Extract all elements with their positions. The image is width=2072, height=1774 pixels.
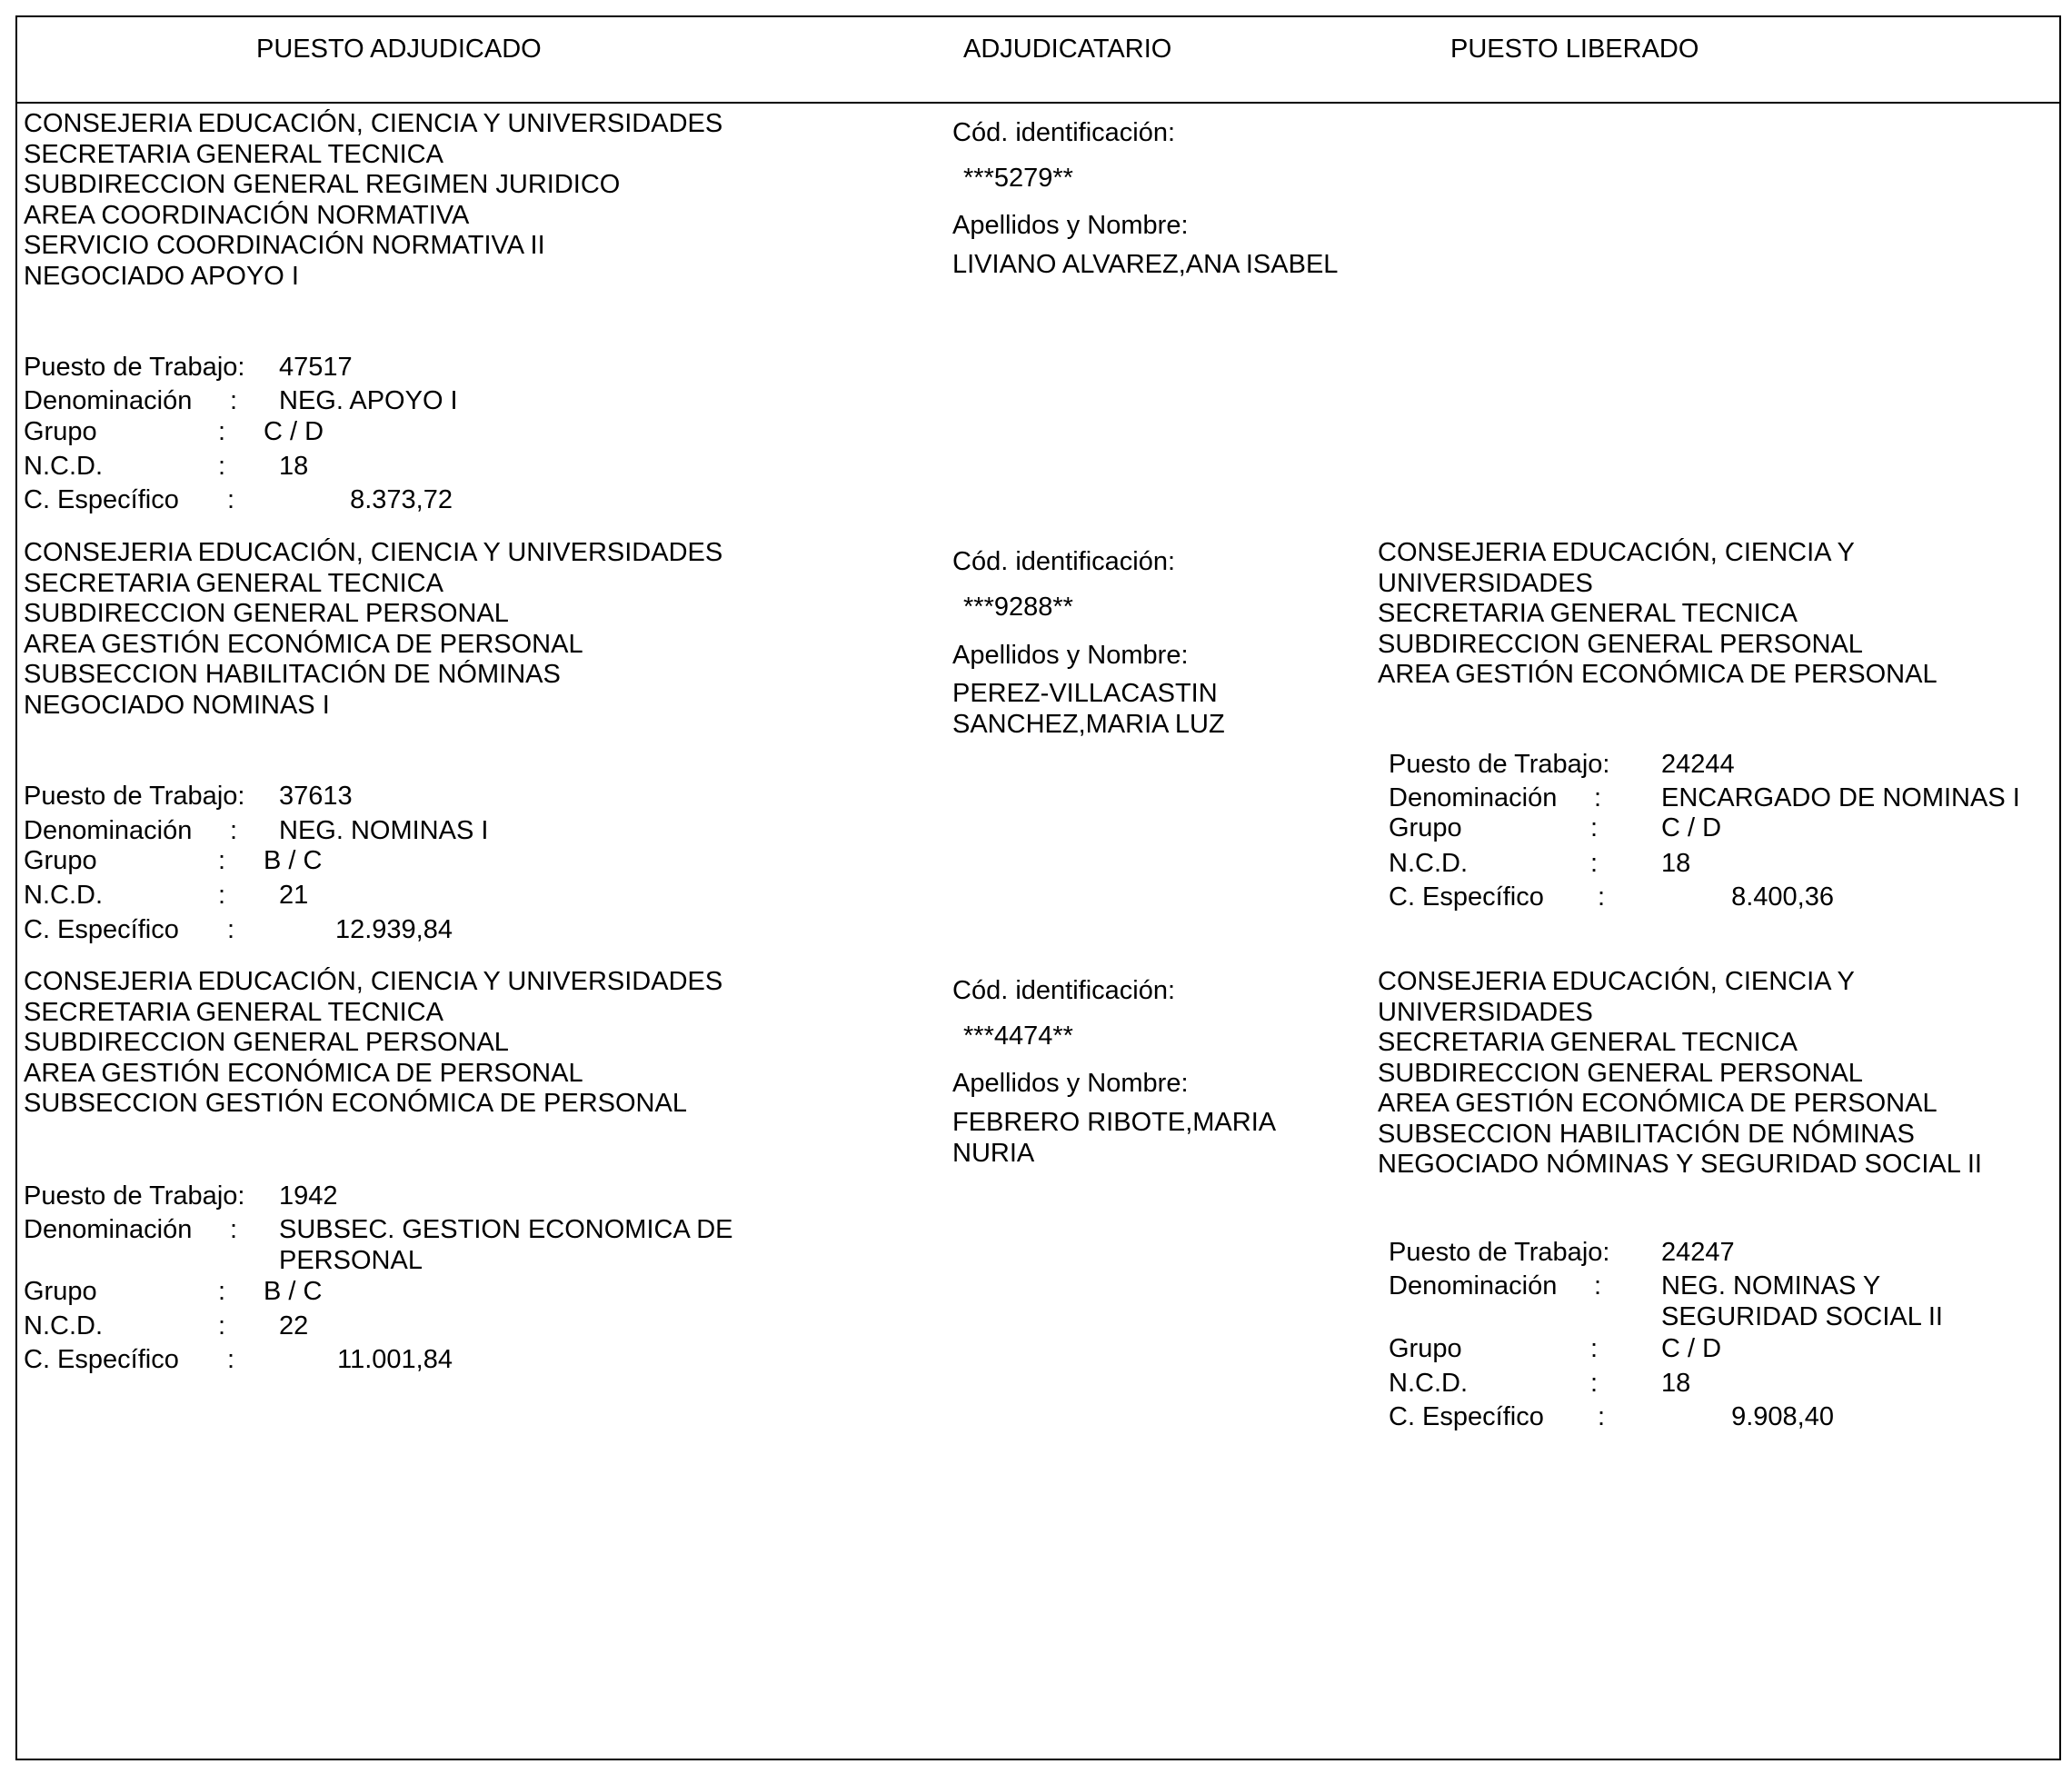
entry-1-ncd-value: 18 [279,452,309,481]
entry-2-liberado-denominacion-value: ENCARGADO DE NOMINAS I [1661,783,2020,812]
header-adjudicatario: ADJUDICATARIO [963,35,1172,64]
label-especifico: C. Específico [1389,1402,1544,1431]
label-especifico: C. Específico [24,915,179,944]
entry-2-adjudicado-org: CONSEJERIA EDUCACIÓN, CIENCIA Y UNIVERSIDADES SECRETARIA GENERAL TECNICA SUBDIRECCION GENERAL PERSONAL AREA GESTIÓN ECONÓMICA DE PERSONAL SUBSECCION HABILITACIÓN DE NÓMINAS NEGOCIADO NOMINAS I [24,538,723,720]
entry-2-puesto-value: 37613 [279,782,353,811]
entry-1-grupo-value: C / D [264,417,324,446]
label-cod-identificacion: Cód. identificación: [952,547,1176,576]
entry-3-liberado-puesto-value: 24247 [1661,1238,1735,1267]
entry-2-liberado-especifico-value: 8.400,36 [1731,882,1834,912]
entry-3-grupo-value: B / C [264,1277,323,1306]
colon: : [1590,1369,1599,1398]
entry-1-nombre: LIVIANO ALVAREZ,ANA ISABEL [952,250,1339,279]
entry-1-especifico-value: 8.373,72 [350,485,453,514]
entry-3-liberado-grupo-value: C / D [1661,1334,1722,1363]
colon: : [1598,882,1606,912]
label-especifico: C. Específico [1389,882,1544,912]
label-cod-identificacion: Cód. identificación: [952,118,1176,147]
header-divider [15,102,2061,104]
colon: : [218,881,226,910]
colon: : [1598,1402,1606,1431]
colon: : [227,485,235,514]
label-puesto-trabajo: Puesto de Trabajo: [1389,1238,1610,1267]
entry-1-denominacion-value: NEG. APOYO I [279,386,458,415]
colon: : [227,915,235,944]
entry-3-adjudicado-org: CONSEJERIA EDUCACIÓN, CIENCIA Y UNIVERSIDADES SECRETARIA GENERAL TECNICA SUBDIRECCION GENERAL PERSONAL AREA GESTIÓN ECONÓMICA DE PERSONAL SUBSECCION GESTIÓN ECONÓMICA DE PERSONAL [24,967,723,1118]
colon: : [218,846,226,875]
colon: : [1594,783,1602,812]
label-grupo: Grupo [1389,1334,1462,1363]
label-denominacion: Denominación [1389,1271,1558,1301]
colon: : [1594,1271,1602,1301]
entry-2-nombre: PEREZ-VILLACASTIN SANCHEZ,MARIA LUZ [952,679,1225,739]
label-puesto-trabajo: Puesto de Trabajo: [24,353,245,382]
entry-2-grupo-value: B / C [264,846,323,875]
label-denominacion: Denominación [1389,783,1558,812]
entry-2-liberado-puesto-value: 24244 [1661,750,1735,779]
header-puesto-liberado: PUESTO LIBERADO [1450,35,1699,64]
label-ncd: N.C.D. [24,452,103,481]
label-denominacion: Denominación [24,386,193,415]
entry-3-especifico-value: 11.001,84 [337,1345,453,1374]
colon: : [218,1311,226,1340]
entry-3-denominacion-value: SUBSEC. GESTION ECONOMICA DE PERSONAL [279,1215,733,1275]
label-puesto-trabajo: Puesto de Trabajo: [24,782,245,811]
label-ncd: N.C.D. [1389,1369,1468,1398]
label-puesto-trabajo: Puesto de Trabajo: [1389,750,1610,779]
colon: : [230,816,238,845]
entry-3-liberado-org: CONSEJERIA EDUCACIÓN, CIENCIA Y UNIVERSIDADES SECRETARIA GENERAL TECNICA SUBDIRECCION GENERAL PERSONAL AREA GESTIÓN ECONÓMICA DE PERSONAL SUBSECCION HABILITACIÓN DE NÓMINAS NEGOCIADO NÓMINAS Y SEGURIDAD SOCIAL II [1378,967,1982,1179]
entry-3-cod-value: ***4474** [963,1022,1073,1051]
entry-2-liberado-org: CONSEJERIA EDUCACIÓN, CIENCIA Y UNIVERSIDADES SECRETARIA GENERAL TECNICA SUBDIRECCION GENERAL PERSONAL AREA GESTIÓN ECONÓMICA DE PERSONAL [1378,538,1938,689]
entry-2-especifico-value: 12.939,84 [334,915,453,944]
colon: : [1590,813,1599,842]
colon: : [227,1345,235,1374]
entry-1-cod-value: ***5279** [963,164,1073,193]
entry-1-puesto-value: 47517 [279,353,353,382]
colon: : [218,417,226,446]
colon: : [1590,1334,1599,1363]
entry-3-liberado-ncd-value: 18 [1661,1369,1691,1398]
label-grupo: Grupo [24,1277,97,1306]
entry-2-denominacion-value: NEG. NOMINAS I [279,816,489,845]
entry-3-liberado-denominacion-value: NEG. NOMINAS Y SEGURIDAD SOCIAL II [1661,1271,1943,1331]
label-especifico: C. Específico [24,1345,179,1374]
label-ncd: N.C.D. [24,1311,103,1340]
label-puesto-trabajo: Puesto de Trabajo: [24,1181,245,1211]
label-denominacion: Denominación [24,1215,193,1244]
colon: : [230,386,238,415]
label-apellidos-nombre: Apellidos y Nombre: [952,641,1189,670]
colon: : [218,452,226,481]
label-cod-identificacion: Cód. identificación: [952,976,1176,1005]
colon: : [218,1277,226,1306]
entry-3-liberado-especifico-value: 9.908,40 [1731,1402,1834,1431]
label-apellidos-nombre: Apellidos y Nombre: [952,1069,1189,1098]
entry-2-liberado-grupo-value: C / D [1661,813,1722,842]
label-ncd: N.C.D. [1389,849,1468,878]
label-apellidos-nombre: Apellidos y Nombre: [952,211,1189,240]
label-grupo: Grupo [24,417,97,446]
entry-3-puesto-value: 1942 [279,1181,338,1211]
label-especifico: C. Específico [24,485,179,514]
entry-3-ncd-value: 22 [279,1311,309,1340]
colon: : [1590,849,1599,878]
entry-1-adjudicado-org: CONSEJERIA EDUCACIÓN, CIENCIA Y UNIVERSIDADES SECRETARIA GENERAL TECNICA SUBDIRECCION GENERAL REGIMEN JURIDICO AREA COORDINACIÓN NORMATIVA SERVICIO COORDINACIÓN NORMATIVA II NEGOCIADO APOYO I [24,109,723,291]
entry-2-cod-value: ***9288** [963,593,1073,622]
entry-2-ncd-value: 21 [279,881,309,910]
label-ncd: N.C.D. [24,881,103,910]
header-puesto-adjudicado: PUESTO ADJUDICADO [256,35,542,64]
entry-3-nombre: FEBRERO RIBOTE,MARIA NURIA [952,1108,1277,1168]
label-grupo: Grupo [1389,813,1462,842]
entry-2-liberado-ncd-value: 18 [1661,849,1691,878]
label-grupo: Grupo [24,846,97,875]
colon: : [230,1215,238,1244]
label-denominacion: Denominación [24,816,193,845]
